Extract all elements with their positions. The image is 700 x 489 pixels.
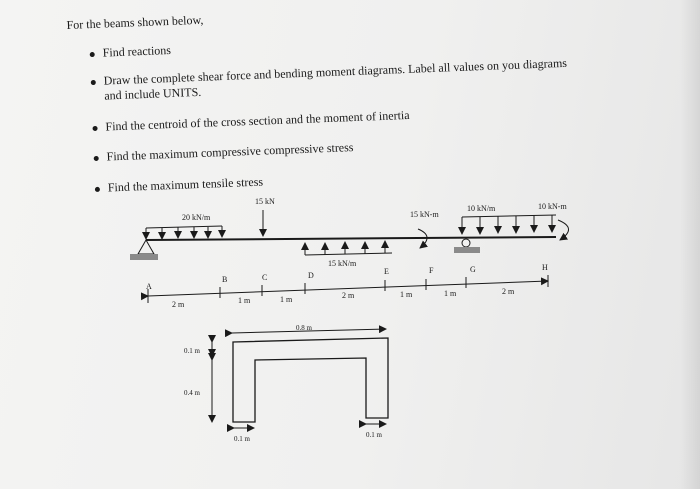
span-label: 1 m <box>238 296 251 305</box>
distributed-load-right <box>462 215 556 234</box>
dist-load-upward-label: 15 kN/m <box>328 259 357 268</box>
span-label: 1 m <box>444 289 457 298</box>
span-label: 2 m <box>172 300 185 309</box>
distributed-load-left <box>146 226 222 239</box>
task-item-continuation: and include UNITS. <box>104 84 202 103</box>
dist-load-left-label: 20 kN/m <box>182 213 211 222</box>
span-label: 2 m <box>342 291 355 300</box>
task-item: Find the centroid of the cross section and the moment of inertia <box>92 108 410 135</box>
task-item: Draw the complete shear force and bending moment diagrams. Label all values on you diagrams <box>90 56 567 89</box>
point-label-F: F <box>429 266 434 275</box>
distributed-load-upward <box>305 241 392 255</box>
point-label-H: H <box>542 263 548 272</box>
roller-support-G <box>454 239 480 253</box>
point-label-G: G <box>470 265 476 274</box>
problem-header: For the beams shown below, <box>66 12 204 32</box>
point-label-B: B <box>222 275 228 284</box>
point-label-A: A <box>146 282 152 291</box>
moment-end-label: 10 kN-m <box>538 202 567 211</box>
task-item: Find reactions <box>89 43 171 61</box>
right-leg-label: 0.1 m <box>366 431 382 439</box>
point-load-label: 15 kN <box>255 197 275 206</box>
section-width-label: 0.8 m <box>296 324 312 332</box>
span-label: 2 m <box>502 287 515 296</box>
span-label: 1 m <box>280 295 293 304</box>
moment-mid-label: 15 kN-m <box>410 210 439 219</box>
span-label: 1 m <box>400 290 413 299</box>
task-item: Find the maximum compressive compressive stress <box>93 140 353 165</box>
left-leg-label: 0.1 m <box>234 435 250 443</box>
point-label-D: D <box>308 271 314 280</box>
dist-load-right-label: 10 kN/m <box>467 204 496 213</box>
moment-arrow-end <box>558 220 569 240</box>
point-label-C: C <box>262 273 268 282</box>
web-height-label: 0.4 m <box>184 389 200 397</box>
cross-section-outline <box>233 338 388 422</box>
pin-support-A <box>130 240 158 260</box>
task-item: Find the maximum tensile stress <box>95 175 264 196</box>
point-label-E: E <box>384 267 389 276</box>
flange-thickness-label: 0.1 m <box>184 347 200 355</box>
